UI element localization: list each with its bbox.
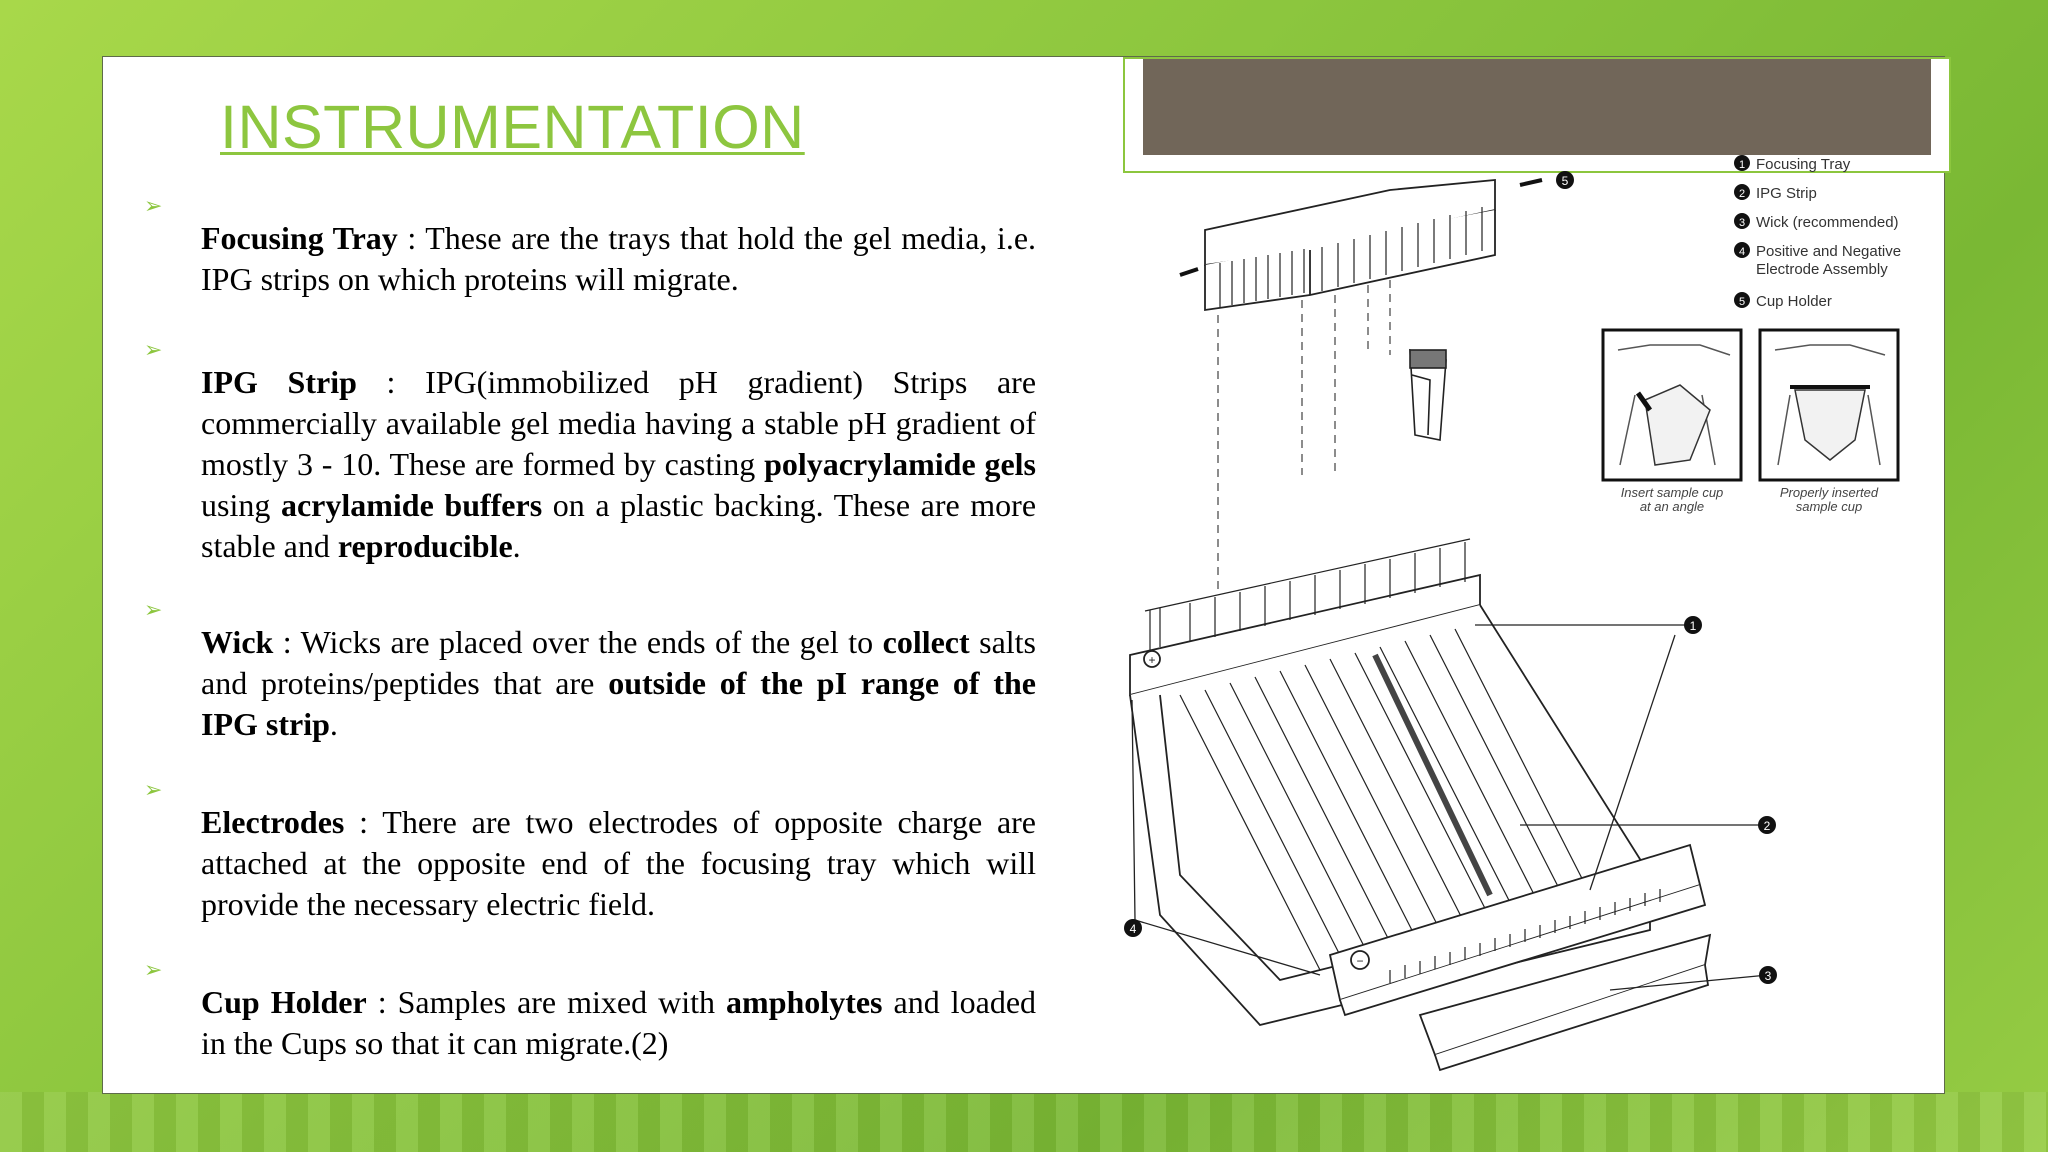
svg-text:4: 4 [1129, 922, 1137, 936]
bullet-text: Cup Holder : Samples are mixed with ampholytes and loaded in the Cups so that it can migrate.(2) [201, 984, 1037, 1061]
svg-text:2: 2 [1738, 188, 1746, 200]
svg-text:1: 1 [1689, 619, 1697, 633]
bullet-cup-holder [144, 950, 1036, 1096]
bullet-ipg-strip [144, 330, 1036, 599]
cup-holder-part [1180, 180, 1542, 310]
svg-text:Electrode Assembly: Electrode Assembly [1756, 261, 1888, 278]
legend-item-1 [1734, 155, 1851, 173]
legend-item-3 [1734, 213, 1899, 231]
bullet-arrow-icon: ➢ [144, 598, 163, 623]
sample-cup [1410, 350, 1446, 440]
svg-text:Properly inserted: Properly inserted [1779, 485, 1879, 500]
assembly-guide-lines [1218, 280, 1390, 590]
bullet-text: Wick : Wicks are placed over the ends of the gel to collect salts and proteins/peptides that are outside of the pI range of the IPG strip. [201, 624, 1037, 742]
focusing-tray-diagram [1090, 135, 1930, 1085]
svg-text:5: 5 [1738, 296, 1746, 308]
bullet-arrow-icon: ➢ [144, 778, 163, 803]
svg-text:3: 3 [1764, 969, 1772, 983]
inset-insert-angle [1603, 330, 1741, 514]
svg-text:3: 3 [1738, 217, 1746, 229]
svg-text:−: − [1356, 954, 1364, 968]
svg-text:Focusing Tray: Focusing Tray [1756, 156, 1851, 173]
bullet-focusing-tray [144, 186, 1036, 332]
diagram-legend [1734, 155, 1901, 310]
svg-text:sample cup: sample cup [1795, 499, 1863, 514]
bullet-arrow-icon: ➢ [144, 194, 163, 219]
bullet-arrow-icon: ➢ [144, 958, 163, 983]
svg-text:Positive and Negative: Positive and Negative [1756, 243, 1902, 260]
svg-text:5: 5 [1561, 174, 1569, 188]
svg-text:4: 4 [1738, 246, 1746, 258]
svg-text:Cup Holder: Cup Holder [1756, 293, 1832, 310]
bullet-text: Focusing Tray : These are the trays that hold the gel media, i.e. IPG strips on which proteins will migrate. [201, 220, 1037, 297]
legend-item-5 [1734, 292, 1832, 310]
svg-text:1: 1 [1738, 159, 1746, 171]
svg-text:IPG Strip: IPG Strip [1756, 185, 1817, 202]
bullet-electrodes [144, 770, 1036, 957]
svg-text:2: 2 [1763, 819, 1771, 833]
legend-item-2 [1734, 184, 1817, 202]
callout-5 [1556, 171, 1574, 189]
svg-text:at an angle: at an angle [1639, 499, 1705, 514]
bullet-wick [144, 590, 1036, 777]
svg-text:+: + [1148, 653, 1156, 667]
bullet-arrow-icon: ➢ [144, 338, 163, 363]
inset-properly-inserted [1760, 330, 1898, 514]
bullet-text: Electrodes : There are two electrodes of opposite charge are attached at the opposite end of the focusing tray which will provide the necessary electric field. [201, 804, 1037, 922]
svg-text:Insert sample cup: Insert sample cup [1620, 485, 1724, 500]
background-stripes [0, 1092, 2048, 1152]
svg-text:Wick (recommended): Wick (recommended) [1756, 214, 1899, 231]
page-title: INSTRUMENTATION [220, 93, 805, 161]
bullet-text: IPG Strip : IPG(immobilized pH gradient) Strips are commercially available gel media having a stable pH gradient of mostly 3 - 10. These are formed by casting polyacrylamide gels using acrylamide buffers on a plastic backing. These are more stable and reproducible. [201, 364, 1037, 564]
legend-item-4 [1734, 242, 1901, 278]
